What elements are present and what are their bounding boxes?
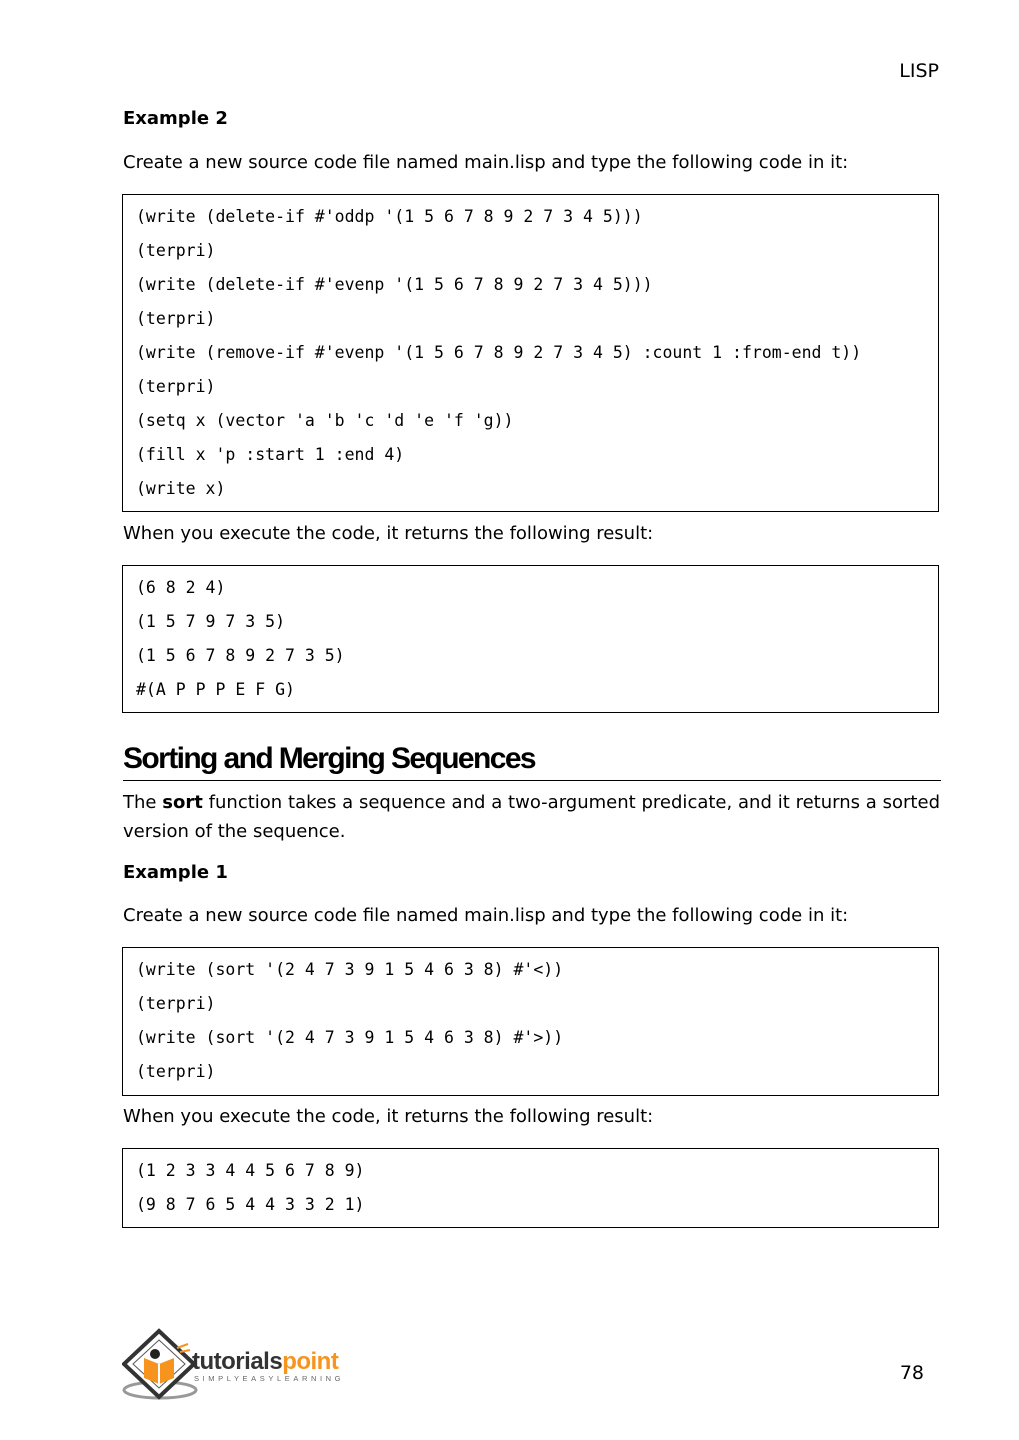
code-line: (write x) xyxy=(136,479,226,498)
output-line: (6 8 2 4) xyxy=(136,578,226,597)
description-text: The xyxy=(123,792,163,813)
code-line: (write (remove-if #'evenp '(1 5 6 7 8 9 2 7 3 4 5) :count 1 :from-end t)) xyxy=(136,343,862,362)
code-line: (terpri) xyxy=(136,309,216,328)
example-1-result-intro: When you execute the code, it returns the following result: xyxy=(123,1106,654,1127)
output-line: (1 5 7 9 7 3 5) xyxy=(136,612,286,631)
example-1-intro: Create a new source code file named main.lisp and type the following code in it: xyxy=(123,905,849,926)
code-line: (terpri) xyxy=(136,1062,216,1081)
output-block-example-1 xyxy=(122,1148,939,1228)
code-block-example-1 xyxy=(122,947,939,1096)
code-line: (write (delete-if #'evenp '(1 5 6 7 8 9 2 7 3 4 5))) xyxy=(136,275,653,294)
example-1-heading: Example 1 xyxy=(123,862,228,883)
code-line: (fill x 'p :start 1 :end 4) xyxy=(136,445,405,464)
output-line: #(A P P P E F G) xyxy=(136,680,295,699)
section-description xyxy=(123,788,940,846)
output-line: (9 8 7 6 5 4 4 3 3 2 1) xyxy=(136,1195,365,1214)
code-line: (setq x (vector 'a 'b 'c 'd 'e 'f 'g)) xyxy=(136,411,514,430)
output-block-example-2 xyxy=(122,565,939,713)
logo-tagline: SIMPLYEASYLEARNING xyxy=(194,1374,345,1383)
logo-text-point: point xyxy=(282,1348,339,1375)
example-2-intro: Create a new source code file named main.lisp and type the following code in it: xyxy=(123,152,849,173)
output-line: (1 2 3 3 4 4 5 6 7 8 9) xyxy=(136,1161,365,1180)
code-line: (terpri) xyxy=(136,377,216,396)
code-line: (write (sort '(2 4 7 3 9 1 5 4 6 3 8) #'<)) xyxy=(136,960,564,979)
sort-keyword: sort xyxy=(162,792,203,813)
code-line: (write (sort '(2 4 7 3 9 1 5 4 6 3 8) #'>)) xyxy=(136,1028,564,1047)
example-2-result-intro: When you execute the code, it returns the following result: xyxy=(123,523,654,544)
code-line: (terpri) xyxy=(136,994,216,1013)
code-line: (write (delete-if #'oddp '(1 5 6 7 8 9 2 7 3 4 5))) xyxy=(136,207,643,226)
example-2-heading: Example 2 xyxy=(123,108,228,129)
logo-text-tutorials: tutorials xyxy=(192,1348,283,1375)
running-header: LISP xyxy=(899,60,939,82)
output-line: (1 5 6 7 8 9 2 7 3 5) xyxy=(136,646,345,665)
section-title: Sorting and Merging Sequences xyxy=(123,740,941,781)
code-block-example-2 xyxy=(122,194,939,512)
tutorialspoint-logo xyxy=(122,1328,367,1403)
logo-wordmark xyxy=(192,1348,338,1376)
code-line: (terpri) xyxy=(136,241,216,260)
description-text: function takes a sequence and a two-argument predicate, and it returns a sorted version of the sequence. xyxy=(123,792,940,842)
page-number: 78 xyxy=(899,1362,924,1384)
